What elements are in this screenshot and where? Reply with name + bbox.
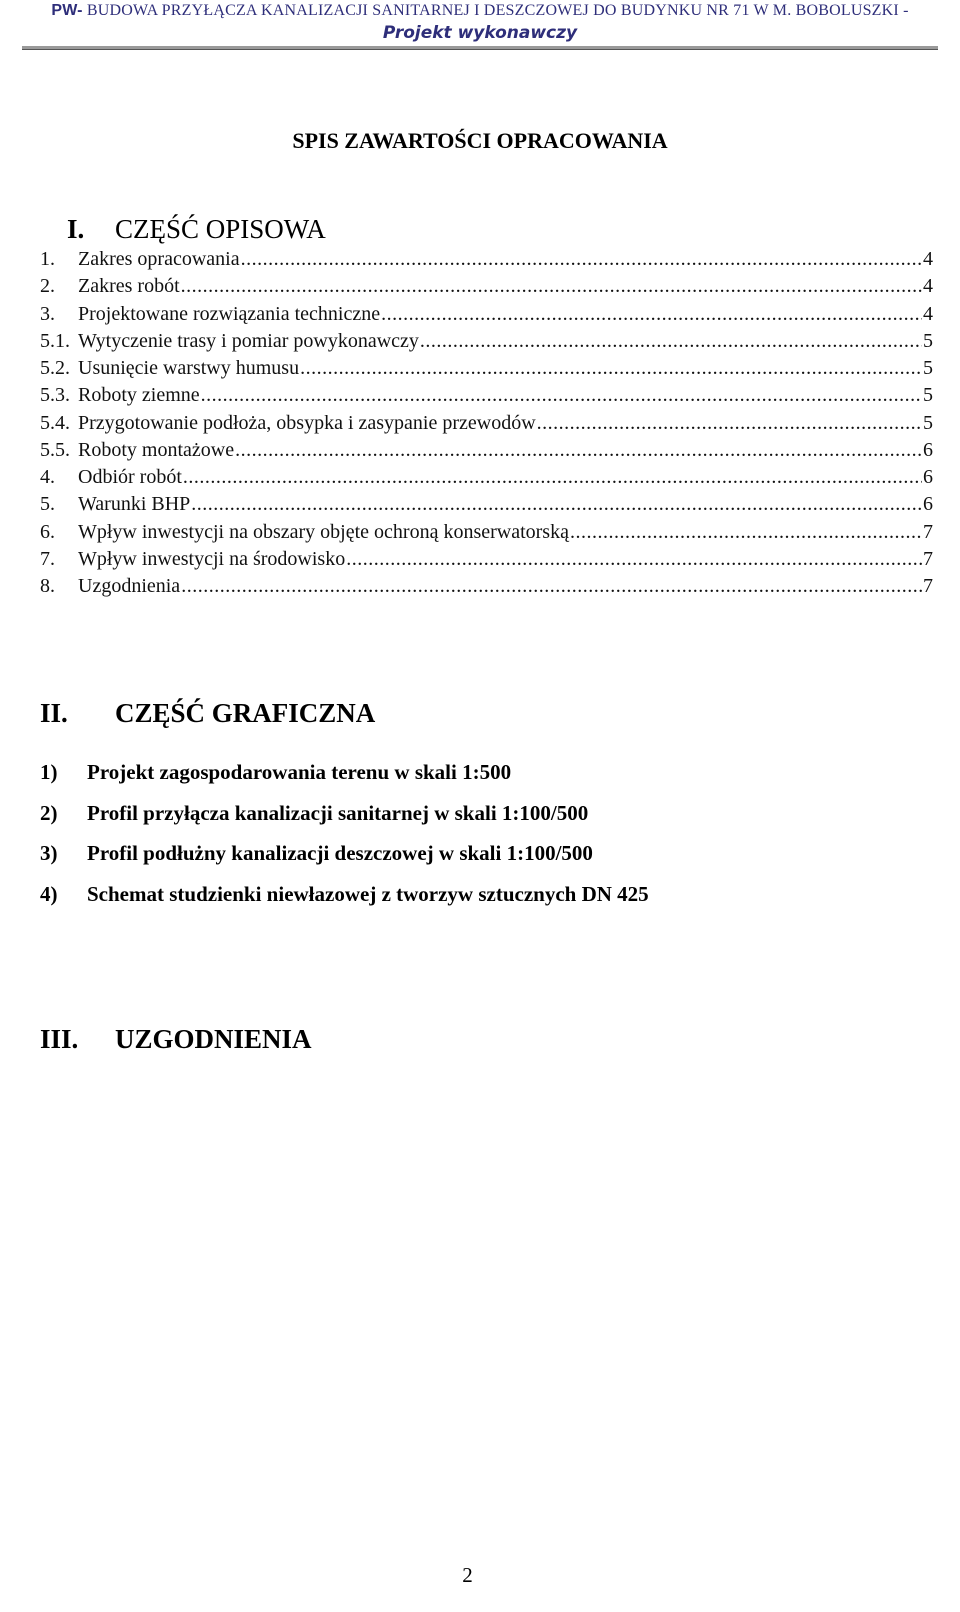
drawing-title: Schemat studzienki niewłazowej z tworzyw sztucznych DN 425: [87, 881, 649, 906]
toc-entry-page: 5: [923, 329, 933, 352]
toc-entry-title: Zakres robót: [78, 275, 180, 298]
header-prefix: PW-: [51, 2, 83, 19]
toc-entry[interactable]: [40, 575, 933, 602]
toc-entry-number: 6.: [40, 520, 55, 543]
toc-entry-number: 1.: [40, 248, 55, 270]
toc-leader-dots: [300, 357, 922, 380]
toc-entry-number: 5.4.: [40, 411, 70, 434]
toc-entry[interactable]: [40, 521, 933, 548]
toc-entry-page: 7: [923, 520, 933, 543]
toc-entry-title: Roboty montażowe: [78, 438, 235, 461]
header-divider: [22, 46, 938, 50]
toc-entry-title: Przygotowanie podłoża, obsypka i zasypanie przewodów: [78, 411, 536, 434]
toc-entry-page: 6: [923, 493, 933, 516]
toc-entry[interactable]: [40, 439, 933, 466]
toc-entry-number: 5.: [40, 493, 55, 516]
section-title: UZGODNIENIA: [115, 1024, 312, 1054]
drawing-number: 1): [40, 760, 58, 784]
toc-leader-dots: [241, 248, 922, 271]
drawings-list: [40, 760, 649, 922]
toc-entry-number: 5.2.: [40, 357, 70, 379]
section-number: I.: [67, 214, 85, 244]
toc-entry-page: 6: [923, 466, 933, 488]
toc-entry-title: Zakres opracowania: [78, 248, 240, 270]
toc-leader-dots: [183, 466, 922, 489]
toc-entry[interactable]: [40, 248, 933, 275]
toc-entry-title: Projektowane rozwiązania techniczne: [78, 302, 381, 325]
toc-entry-number: 8.: [40, 575, 55, 597]
toc-entry-number: 7.: [40, 547, 55, 570]
toc-leader-dots: [346, 548, 922, 571]
toc-entry[interactable]: [40, 357, 933, 384]
table-of-contents: [40, 248, 933, 602]
toc-entry-page: 7: [923, 575, 933, 597]
toc-entry-title: Odbiór robót: [78, 466, 182, 488]
toc-leader-dots: [381, 303, 922, 326]
toc-entry-title: Uzgodnienia: [78, 575, 181, 597]
header-title-text: BUDOWA PRZYŁĄCZA KANALIZACJI SANITARNEJ I DESZCZOWEJ DO BUDYNKU NR 71 W M. BOBOLUSZKI -: [82, 2, 909, 19]
toc-entry-number: 5.5.: [40, 438, 70, 461]
toc-entry-page: 5: [923, 411, 933, 434]
toc-leader-dots: [181, 275, 922, 298]
toc-entry-title: Roboty ziemne: [78, 384, 200, 407]
header-subtitle: Projekt wykonawczy: [382, 23, 578, 43]
toc-entry-page: 5: [923, 384, 933, 407]
section-title: CZĘŚĆ GRAFICZNA: [115, 698, 376, 728]
toc-entry-title: Wpływ inwestycji na środowisko: [78, 547, 346, 570]
toc-entry-page: 7: [923, 547, 933, 570]
toc-entry-number: 5.3.: [40, 384, 70, 407]
drawing-number: 3): [40, 841, 58, 865]
toc-entry-number: 4.: [40, 466, 55, 488]
toc-entry[interactable]: [40, 303, 933, 330]
toc-entry-number: 3.: [40, 302, 55, 325]
toc-entry-page: 4: [923, 275, 933, 298]
drawing-list-item: [40, 841, 649, 882]
toc-entry[interactable]: [40, 275, 933, 302]
toc-leader-dots: [191, 493, 922, 516]
toc-entry[interactable]: [40, 548, 933, 575]
toc-leader-dots: [420, 330, 922, 353]
section-title: CZĘŚĆ OPISOWA: [115, 214, 326, 244]
drawing-number: 2): [40, 800, 58, 825]
toc-leader-dots: [570, 521, 922, 544]
drawing-title: Projekt zagospodarowania terenu w skali 1:500: [87, 760, 512, 784]
toc-entry[interactable]: [40, 384, 933, 411]
section-heading-graphic: [40, 698, 375, 729]
toc-leader-dots: [235, 439, 922, 462]
toc-entry-title: Usunięcie warstwy humusu: [78, 357, 300, 379]
drawing-title: Profil przyłącza kanalizacji sanitarnej w skali 1:100/500: [87, 800, 589, 825]
toc-entry-page: 5: [923, 357, 933, 379]
header-project-title: [0, 2, 960, 20]
drawing-title: Profil podłużny kanalizacji deszczowej w skali 1:100/500: [87, 841, 593, 865]
toc-entry-page: 4: [923, 248, 933, 270]
drawing-number: 4): [40, 881, 58, 906]
toc-leader-dots: [537, 412, 922, 435]
toc-leader-dots: [201, 384, 922, 407]
section-number: III.: [40, 1024, 79, 1054]
toc-entry-title: Wytyczenie trasy i pomiar powykonawczy: [78, 329, 419, 352]
toc-leader-dots: [181, 575, 922, 598]
toc-entry-number: 2.: [40, 275, 55, 298]
drawing-list-item: [40, 801, 649, 842]
toc-entry[interactable]: [40, 330, 933, 357]
toc-entry-number: 5.1.: [40, 329, 70, 352]
drawing-list-item: [40, 882, 649, 923]
page-number: 2: [462, 1563, 473, 1587]
section-heading-approvals: [40, 1024, 312, 1055]
toc-entry-page: 6: [923, 438, 933, 461]
section-number: II.: [40, 698, 68, 728]
toc-entry-title: Warunki BHP: [78, 493, 191, 516]
drawing-list-item: [40, 760, 649, 801]
toc-entry-title: Wpływ inwestycji na obszary objęte ochroną konserwatorską: [78, 520, 569, 543]
document-title: SPIS ZAWARTOŚCI OPRACOWANIA: [292, 128, 668, 153]
toc-entry-page: 4: [923, 302, 933, 325]
toc-entry[interactable]: [40, 412, 933, 439]
toc-entry[interactable]: [40, 493, 933, 520]
toc-entry[interactable]: [40, 466, 933, 493]
section-heading-descriptive: [67, 214, 326, 245]
